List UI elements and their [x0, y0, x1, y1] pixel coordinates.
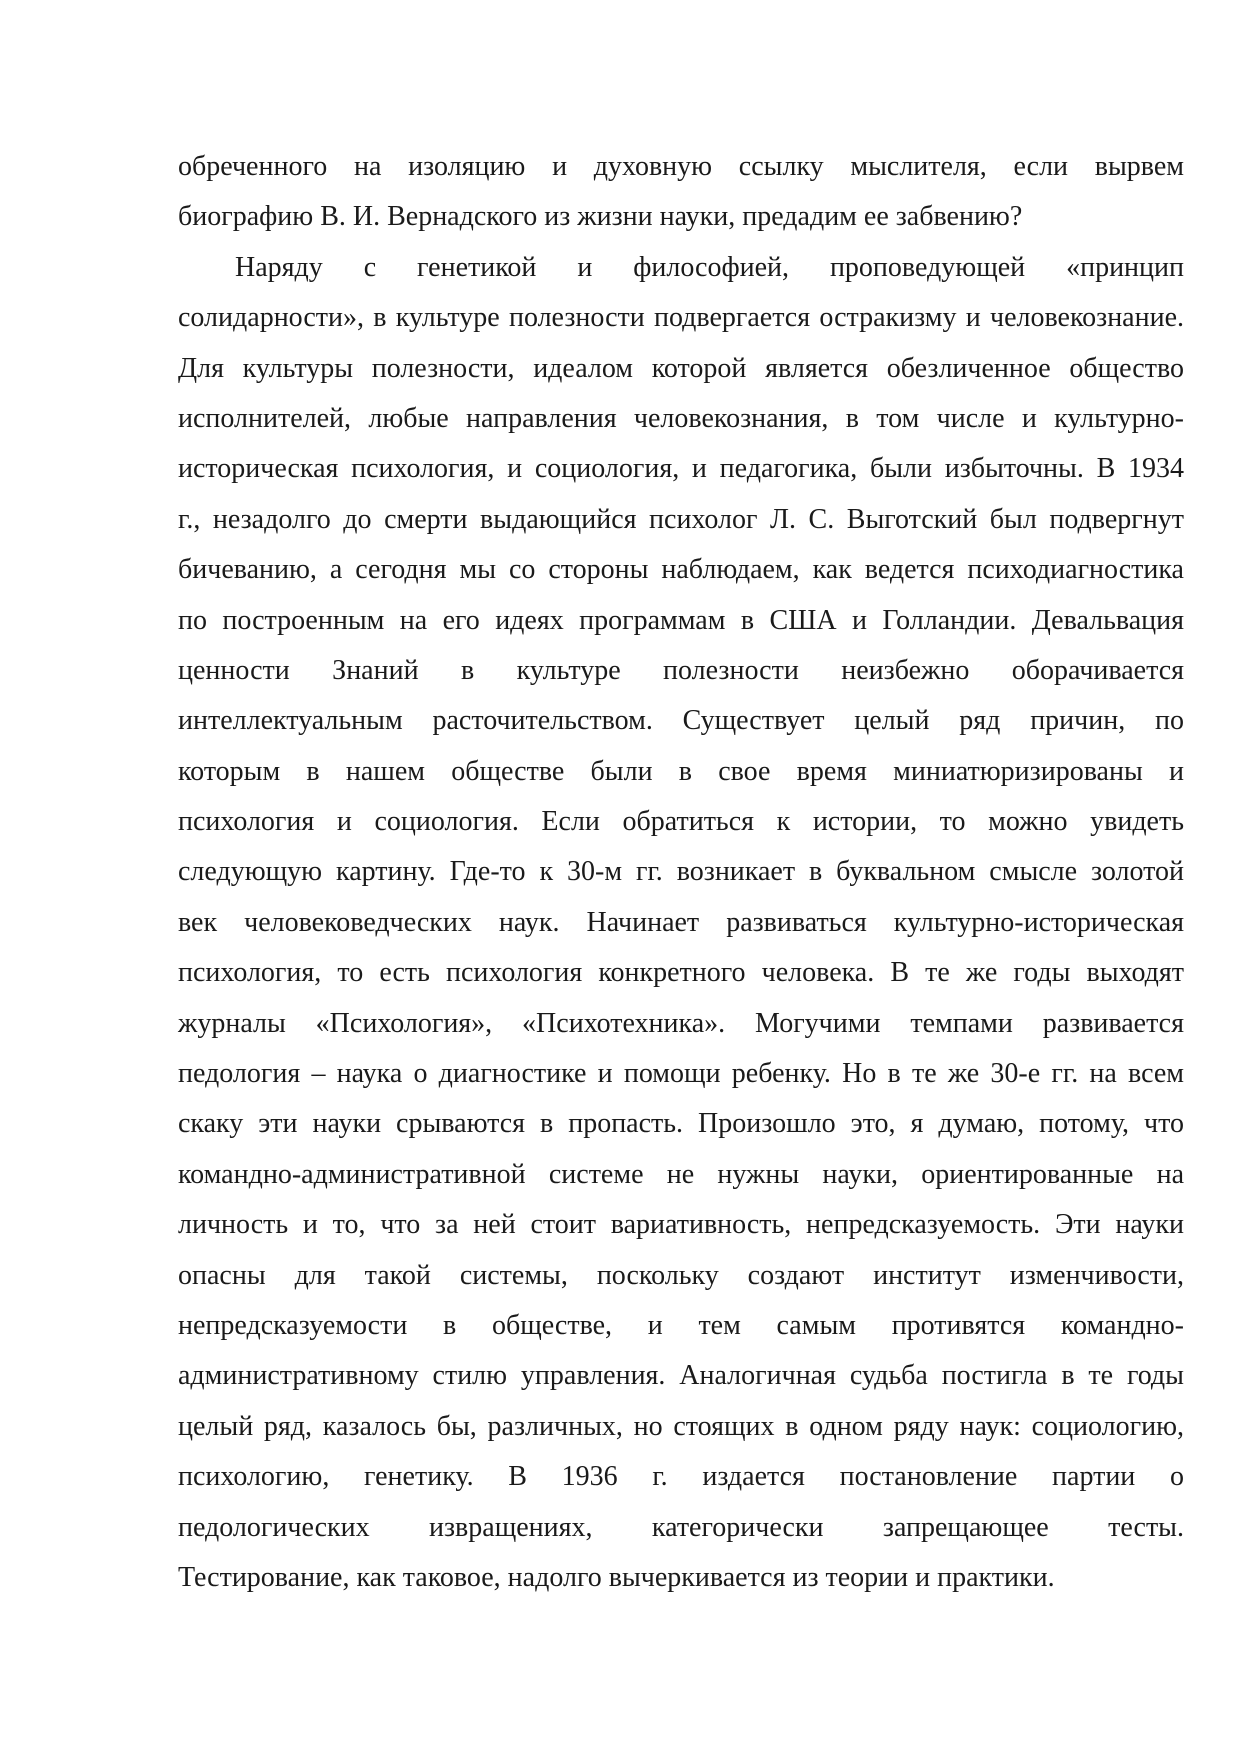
text-line: г., незадолго до смерти выдающийся психолог Л. С. Выготский был подвергнут	[178, 503, 1184, 535]
text-line: опасны для такой системы, поскольку создают институт изменчивости,	[178, 1259, 1184, 1291]
text-line: Для культуры полезности, идеалом которой является обезличенное общество	[178, 352, 1184, 384]
text-line: век человековедческих наук. Начинает развиваться культурно-историческая	[178, 906, 1184, 938]
body-text	[178, 142, 1184, 1603]
text-line: личность и то, что за ней стоит вариативность, непредсказуемость. Эти науки	[178, 1209, 1184, 1241]
text-line: обреченного на изоляцию и духовную ссылку мыслителя, если вырвем	[178, 151, 1184, 182]
text-line: психология и социология. Если обратиться к истории, то можно увидеть	[178, 806, 1184, 838]
text-line: Наряду с генетикой и философией, проповедующей «принцип	[235, 251, 1184, 283]
text-line: которым в нашем обществе были в свое время миниатюризированы и	[178, 755, 1184, 787]
text-line: интеллектуальным расточительством. Существует целый ряд причин, по	[178, 705, 1184, 737]
text-line: Тестирование, как таковое, надолго вычеркивается из теории и практики.	[178, 1561, 1055, 1593]
text-line: следующую картину. Где-то к 30-м гг. возникает в буквальном смысле золотой	[178, 856, 1184, 888]
text-line: исполнителей, любые направления человекознания, в том числе и культурно-	[178, 402, 1184, 434]
text-line: скаку эти науки срываются в пропасть. Произошло это, я думаю, потому, что	[178, 1108, 1184, 1140]
text-line: биографию В. И. Вернадского из жизни науки, предадим ее забвению?	[178, 201, 1023, 233]
text-line: психологию, генетику. В 1936 г. издается постановление партии о	[178, 1461, 1184, 1493]
text-line: журналы «Психология», «Психотехника». Могучими темпами развивается	[178, 1007, 1184, 1039]
text-line: целый ряд, казалось бы, различных, но стоящих в одном ряду наук: социологию,	[178, 1410, 1184, 1442]
text-line: солидарности», в культуре полезности подвергается остракизму и человекознание.	[178, 302, 1184, 334]
text-line: бичеванию, а сегодня мы со стороны наблюдаем, как ведется психодиагностика	[178, 554, 1184, 586]
text-line: педологических извращениях, категорически запрещающее тесты.	[178, 1511, 1184, 1543]
text-line: по построенным на его идеях программам в США и Голландии. Девальвация	[178, 604, 1184, 636]
text-line: командно-административной системе не нужны науки, ориентированные на	[178, 1158, 1184, 1190]
text-line: психология, то есть психология конкретного человека. В те же годы выходят	[178, 957, 1184, 989]
text-line: педология – наука о диагностике и помощи ребенку. Но в те же 30-е гг. на всем	[178, 1058, 1184, 1090]
text-line: ценности Знаний в культуре полезности неизбежно оборачивается	[178, 654, 1184, 686]
text-line: историческая психология, и социология, и педагогика, были избыточны. В 1934	[178, 453, 1184, 485]
text-line: административному стилю управления. Аналогичная судьба постигла в те годы	[178, 1360, 1184, 1392]
text-line: непредсказуемости в обществе, и тем самым противятся командно-	[178, 1309, 1184, 1341]
